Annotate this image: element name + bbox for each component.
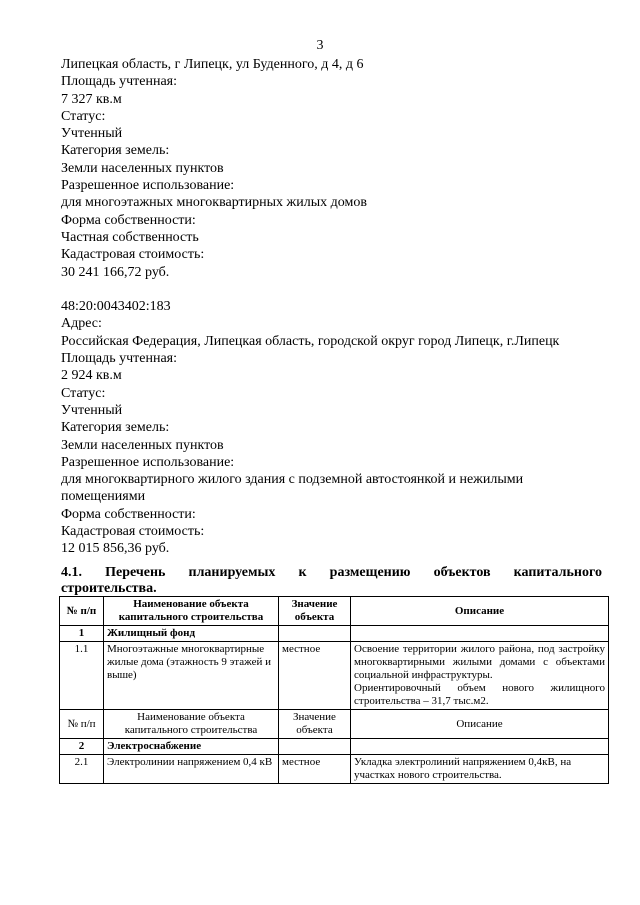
land-category-value: Земли населенных пунктов bbox=[61, 160, 224, 176]
status-label: Статус: bbox=[61, 385, 106, 401]
row-name: Электролинии напряжением 0,4 кВ bbox=[104, 755, 279, 784]
page-number: 3 bbox=[316, 38, 324, 53]
permitted-use-value: для многоэтажных многоквартирных жилых домов bbox=[61, 195, 367, 211]
row-description-p2: Ориентировочный объем нового жилищного строительства – 31,7 тыс.м2. bbox=[354, 682, 605, 707]
cadastral-number: 48:20:0043402:183 bbox=[61, 299, 171, 315]
ownership-label: Форма собственности: bbox=[61, 212, 196, 228]
land-category-value: Земли населенных пунктов bbox=[61, 437, 224, 453]
permitted-use-label: Разрешенное использование: bbox=[61, 178, 235, 194]
empty-cell bbox=[351, 739, 609, 755]
area-label: Площадь учтенная: bbox=[61, 351, 177, 367]
header-num: № п/п bbox=[60, 597, 104, 626]
permitted-use-value: для многоквартирного жилого здания с подземной автостоянкой и нежилыми помещениями bbox=[61, 472, 524, 505]
group-num: 2 bbox=[60, 739, 104, 755]
row-name: Многоэтажные многоквартирные жилые дома (этажность 9 этажей и выше) bbox=[104, 642, 279, 710]
group-num: 1 bbox=[60, 626, 104, 642]
address-label: Адрес: bbox=[61, 316, 102, 332]
permitted-use-label: Разрешенное использование: bbox=[61, 454, 235, 470]
empty-cell bbox=[279, 626, 351, 642]
group-title: Жилищный фонд bbox=[104, 626, 279, 642]
header-num: № п/п bbox=[60, 710, 104, 739]
land-category-label: Категория земель: bbox=[61, 420, 170, 436]
row-description bbox=[351, 642, 609, 710]
ownership-value: Частная собственность bbox=[61, 229, 199, 245]
row-description: Укладка электролиний напряжением 0,4кВ, на участках нового строительства. bbox=[351, 755, 609, 784]
area-label: Площадь учтенная: bbox=[61, 74, 177, 90]
status-value: Учтенный bbox=[61, 126, 123, 142]
ownership-label: Форма собственности: bbox=[61, 506, 196, 522]
header-description: Описание bbox=[351, 597, 609, 626]
blank-line bbox=[61, 281, 606, 298]
section-heading-line-2: строительства. bbox=[61, 580, 157, 596]
address-line: Российская Федерация, Липецкая область, городской округ город Липецк, г.Липецк bbox=[61, 333, 560, 349]
table-header-row bbox=[60, 710, 609, 739]
status-label: Статус: bbox=[61, 108, 106, 124]
row-significance: местное bbox=[279, 755, 351, 784]
status-value: Учтенный bbox=[61, 402, 123, 418]
cadastral-value: 30 241 166,72 руб. bbox=[61, 264, 170, 280]
table-group-row bbox=[60, 739, 609, 755]
header-significance: Значение объекта bbox=[279, 710, 351, 739]
row-significance: местное bbox=[279, 642, 351, 710]
header-description: Описание bbox=[351, 710, 609, 739]
row-description-p1: Освоение территории жилого района, под застройку многоквартирными жилыми домами с объектами социальной инфраструктуры. bbox=[354, 643, 605, 681]
table-group-row bbox=[60, 626, 609, 642]
cadastral-value-label: Кадастровая стоимость: bbox=[61, 247, 205, 263]
header-name: Наименование объекта капитального строительства bbox=[104, 710, 279, 739]
row-num: 2.1 bbox=[60, 755, 104, 784]
section-heading-line-1: 4.1. Перечень планируемых к размещению объектов капитального bbox=[61, 565, 602, 580]
address-line: Липецкая область, г Липецк, ул Буденного, д 4, д 6 bbox=[61, 57, 364, 72]
table-header-row bbox=[60, 597, 609, 626]
row-num: 1.1 bbox=[60, 642, 104, 710]
table-row bbox=[60, 642, 609, 710]
table-row bbox=[60, 755, 609, 784]
cadastral-value: 12 015 856,36 руб. bbox=[61, 541, 170, 557]
empty-cell bbox=[351, 626, 609, 642]
area-value: 7 327 кв.м bbox=[61, 91, 122, 107]
planned-objects-table bbox=[59, 596, 609, 784]
header-name: Наименование объекта капитального строительства bbox=[104, 597, 279, 626]
empty-cell bbox=[279, 739, 351, 755]
area-value: 2 924 кв.м bbox=[61, 368, 122, 384]
header-significance: Значение объекта bbox=[279, 597, 351, 626]
cadastral-value-label: Кадастровая стоимость: bbox=[61, 524, 205, 540]
group-title: Электроснабжение bbox=[104, 739, 279, 755]
land-category-label: Категория земель: bbox=[61, 143, 170, 159]
document-body bbox=[61, 56, 606, 558]
section-heading bbox=[61, 565, 602, 596]
